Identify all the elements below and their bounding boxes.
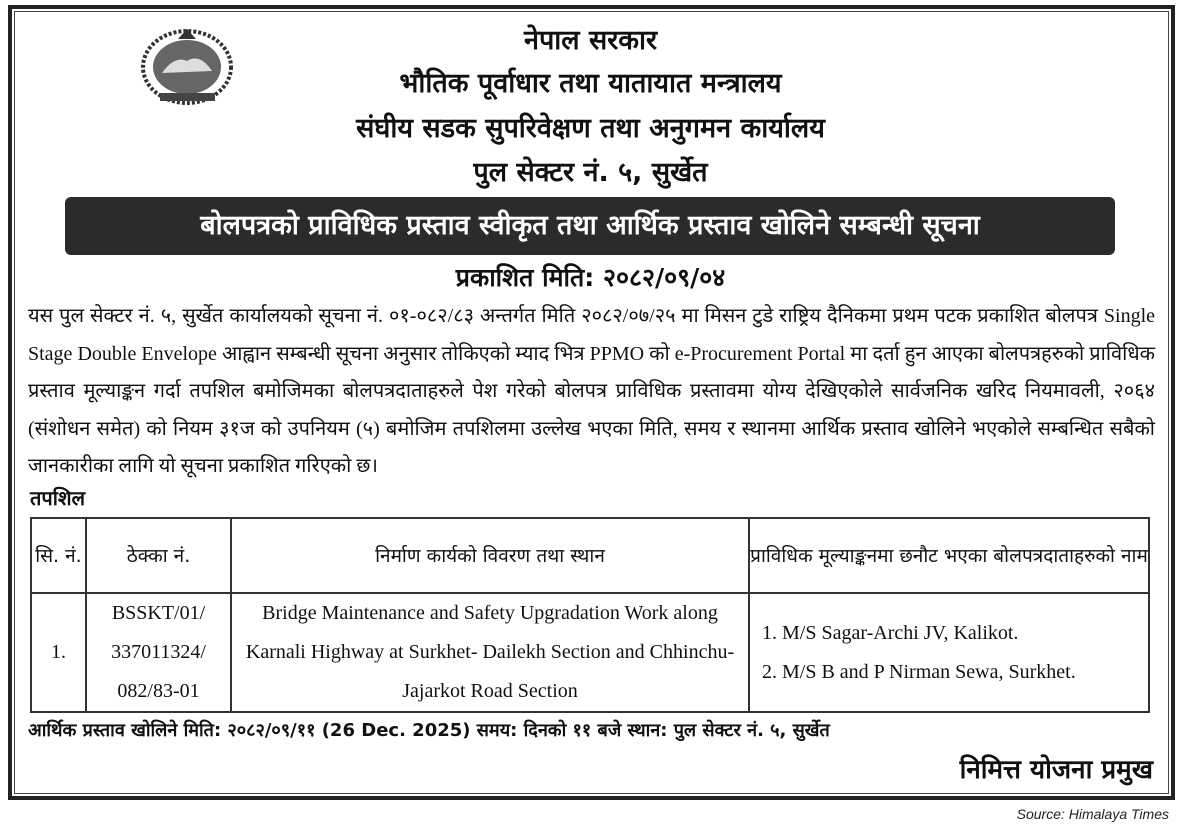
table-header-row bbox=[31, 518, 1149, 593]
office-name: संघीय सडक सुपरिवेक्षण तथा अनुगमन कार्यालय bbox=[356, 113, 825, 144]
cell-description: Bridge Maintenance and Safety Upgradation Work along Karnali Highway at Surkhet- Dailekh Section and Chhinchu-Jajarkot Road Section bbox=[231, 593, 749, 712]
header-bidders: प्राविधिक मूल्याङ्कनमा छनौट भएका बोलपत्रदाताहरुको नाम bbox=[749, 518, 1149, 593]
opening-details: आर्थिक प्रस्ताव खोलिने मिति: २०८२/०९/११ (26 Dec. 2025) समय: दिनको ११ बजे स्थान: पुल सेक्टर नं. ५, सुर्खेत bbox=[28, 720, 830, 741]
details-heading: तपशिल bbox=[30, 486, 86, 510]
table-row bbox=[31, 593, 1149, 712]
header-sn: सि. नं. bbox=[31, 518, 86, 593]
notice-body: यस पुल सेक्टर नं. ५, सुर्खेत कार्यालयको सूचना नं. ०१-०८२/८३ अन्तर्गत मिति २०८२/०७/२५ मा मिसन टुडे राष्ट्रिय दैनिकमा प्रथम पटक प्रकाशित बोलपत्र Single Stage Double Envelope आह्वान सम्बन्धी सूचना अनुसार तोकिएको म्याद भित्र PPMO को e-Procurement Portal मा दर्ता हुन आएका बोलपत्रहरुको प्राविधिक प्रस्ताव मूल्याङ्कन गर्दा तपशिल बमोजिमका बोलपत्रदाताहरुले पेश गरेको बोलपत्र प्राविधिक प्रस्तावमा योग्य देखिएकोले सार्वजनिक खरिद नियमावली, २०६४ (संशोधन समेत) को नियम ३१ज को उपनियम (५) बमोजिम तपशिलमा उल्लेख भएका मिति, समय र स्थानमा आर्थिक प्रस्ताव खोलिने भएकोले सम्बन्धित सबैको जानकारीका लागि यो सूचना प्रकाशित गरिएको छ। bbox=[28, 305, 1155, 477]
sector-name: पुल सेक्टर नं. ५, सुर्खेत bbox=[473, 157, 708, 188]
header-contract: ठेक्का नं. bbox=[86, 518, 231, 593]
cell-sn: 1. bbox=[31, 593, 86, 712]
cell-bidders bbox=[749, 593, 1149, 712]
ministry-name: भौतिक पूर्वाधार तथा यातायात मन्त्रालय bbox=[399, 68, 782, 99]
header-description: निर्माण कार्यको विवरण तथा स्थान bbox=[231, 518, 749, 593]
bidder-1: 1. M/S Sagar-Archi JV, Kalikot. bbox=[762, 621, 1019, 644]
bidder-2: 2. M/S B and P Nirman Sewa, Surkhet. bbox=[762, 660, 1076, 683]
source-credit: Source: Himalaya Times bbox=[1016, 806, 1169, 822]
notice-title-banner: बोलपत्रको प्राविधिक प्रस्ताव स्वीकृत तथा आर्थिक प्रस्ताव खोलिने सम्बन्धी सूचना bbox=[65, 197, 1115, 255]
signatory: निमित्त योजना प्रमुख bbox=[959, 755, 1153, 785]
cell-contract: BSSKT/01/ 337011324/ 082/83-01 bbox=[86, 593, 231, 712]
bidders-table bbox=[30, 517, 1150, 713]
government-name: नेपाल सरकार bbox=[523, 25, 658, 56]
published-date: प्रकाशित मिति: २०८२/०९/०४ bbox=[455, 263, 726, 292]
